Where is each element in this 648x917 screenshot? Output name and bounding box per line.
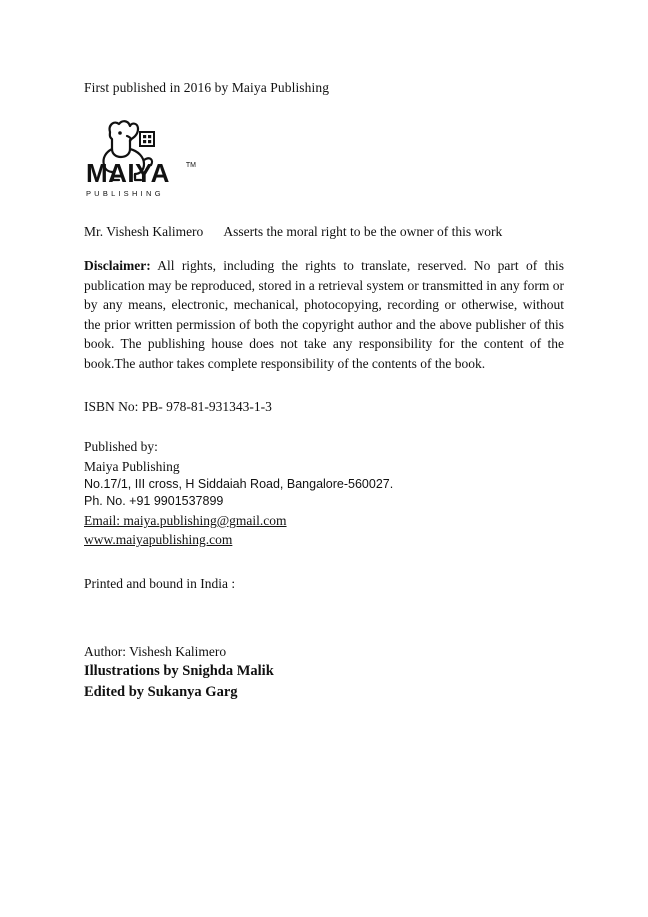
publisher-website-link[interactable]: www.maiyapublishing.com — [84, 532, 233, 548]
logo-wordmark: MAIYA — [86, 158, 170, 188]
published-by-block — [84, 437, 564, 549]
illustrations-line: Illustrations by Snighda Malik — [84, 663, 274, 680]
publisher-phone: Ph. No. +91 9901537899 — [84, 494, 224, 509]
logo-subtext: P U B L I S H I N G — [86, 189, 162, 198]
logo-trademark: TM — [185, 162, 196, 169]
page-content — [84, 80, 564, 703]
publisher-email-link[interactable]: Email: maiya.publishing@gmail.com — [84, 513, 287, 529]
disclaimer-paragraph — [84, 256, 564, 373]
isbn-line: ISBN No: PB- 978-81-931343-1-3 — [84, 399, 272, 415]
edited-line: Edited by Sukanya Garg — [84, 684, 238, 701]
author-line: Author: Vishesh Kalimero — [84, 643, 227, 659]
publisher-name: Maiya Publishing — [84, 458, 180, 474]
publisher-logo — [86, 116, 196, 202]
logo-square-ornament — [140, 132, 154, 146]
credits-block — [84, 642, 564, 704]
publisher-address: No.17/1, III cross, H Siddaiah Road, Bangalore-560027. — [84, 476, 394, 491]
owner-statement: Asserts the moral right to be the owner of this work — [223, 224, 503, 239]
disclaimer-body: All rights, including the rights to translate, reserved. No part of this publication may be reproduced, stored in a retrieval system or transmitted in any form or by any means, electronic, mechanical, photocopying, recording or otherwise, without the prior written permission of both the copyright author and the above publisher of this book. The publishing house does not take any responsibility for the content of the book.The author takes complete responsibility of the contents of the book. — [84, 258, 564, 371]
published-by-heading: Published by: — [84, 439, 158, 455]
disclaimer-label: Disclaimer: — [84, 258, 151, 273]
printed-line: Printed and bound in India : — [84, 575, 236, 591]
moral-right-line — [84, 224, 564, 240]
first-published-line: First published in 2016 by Maiya Publishing — [84, 80, 330, 95]
owner-name: Mr. Vishesh Kalimero — [84, 224, 204, 239]
